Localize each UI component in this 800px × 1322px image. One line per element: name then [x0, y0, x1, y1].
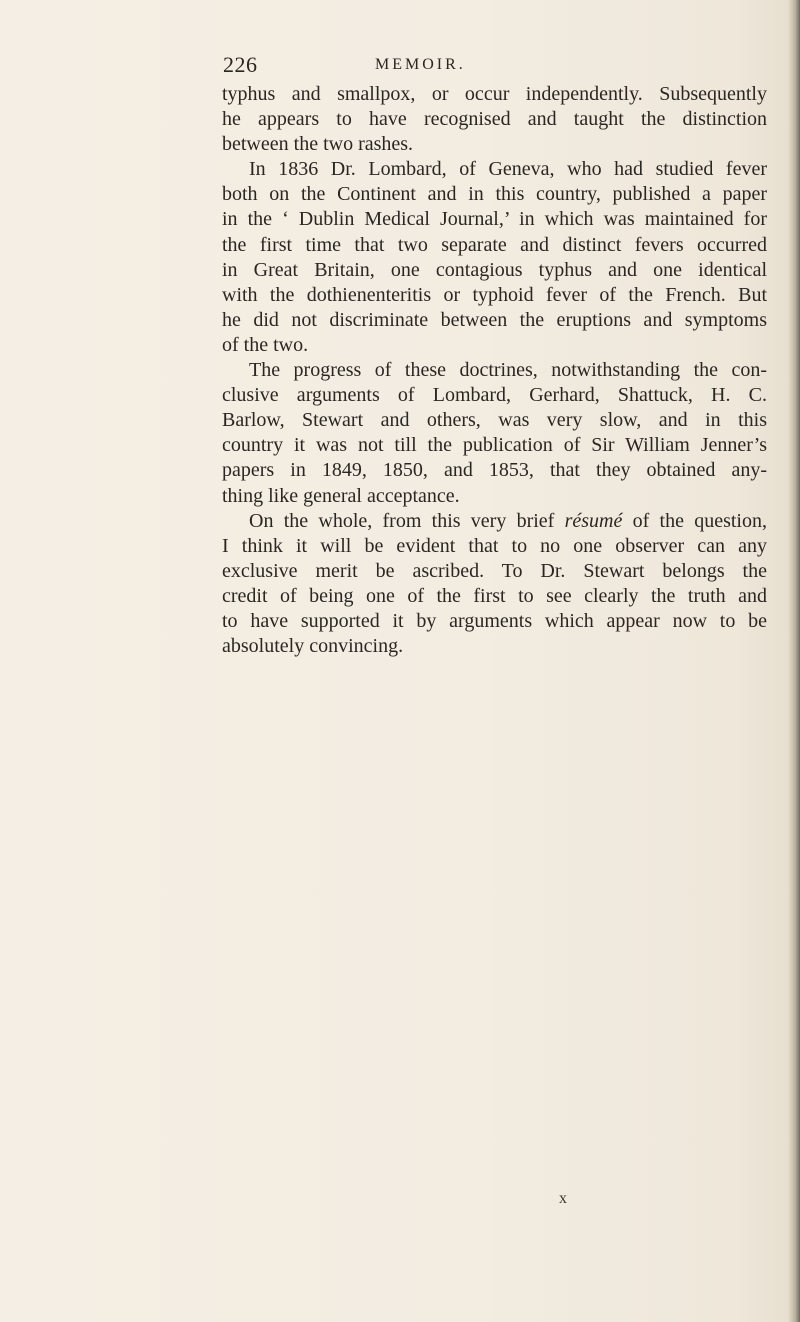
text-line: country it was not till the publication of Sir William Jenner’s [222, 434, 767, 457]
running-head: MEMOIR. [375, 56, 466, 73]
text-line: thing like general acceptance. [222, 484, 460, 507]
text-line: with the dothienenteritis or typhoid fever of the French. But [222, 283, 767, 306]
text-line: he did not discriminate between the eruptions and symptoms [222, 308, 767, 331]
text-line: to have supported it by arguments which appear now to be [222, 609, 767, 632]
text-line-resume [222, 509, 767, 534]
text-line: papers in 1849, 1850, and 1853, that they obtained any- [222, 459, 767, 482]
text-line: the first time that two separate and distinct fevers occurred [222, 233, 767, 256]
text-line: between the two rashes. [222, 133, 414, 156]
text-line: both on the Continent and in this country, published a paper [222, 183, 767, 206]
text-line: credit of being one of the first to see clearly the truth and [222, 584, 767, 607]
text-line: exclusive merit be ascribed. To Dr. Stewart belongs the [222, 559, 767, 582]
text-line: The progress of these doctrines, notwithstanding the con- [249, 359, 767, 382]
text-line: of the two. [222, 333, 309, 356]
page-edge-shadow [788, 0, 800, 1322]
text-line: in the ‘ Dublin Medical Journal,’ in which was maintained for [222, 208, 767, 231]
body-text [222, 82, 767, 659]
signature-mark: x [559, 1190, 567, 1207]
text-line: In 1836 Dr. Lombard, of Geneva, who had studied fever [249, 158, 767, 181]
text-line: absolutely convincing. [222, 635, 404, 658]
text-line: he appears to have recognised and taught the distinction [222, 108, 767, 131]
text-line: clusive arguments of Lombard, Gerhard, Shattuck, H. C. [222, 384, 767, 407]
text-line: in Great Britain, one contagious typhus and one identical [222, 258, 767, 281]
text-line: I think it will be evident that to no one observer can any [222, 534, 767, 557]
page-number: 226 [223, 52, 258, 77]
resume-line-before: On the whole, from this very brief [249, 509, 565, 532]
resume-line-after: of the question, [622, 509, 767, 532]
text-line: typhus and smallpox, or occur independently. Subsequently [222, 83, 767, 105]
resume-word: résumé [564, 509, 623, 532]
text-line: Barlow, Stewart and others, was very slow, and in this [222, 409, 767, 432]
